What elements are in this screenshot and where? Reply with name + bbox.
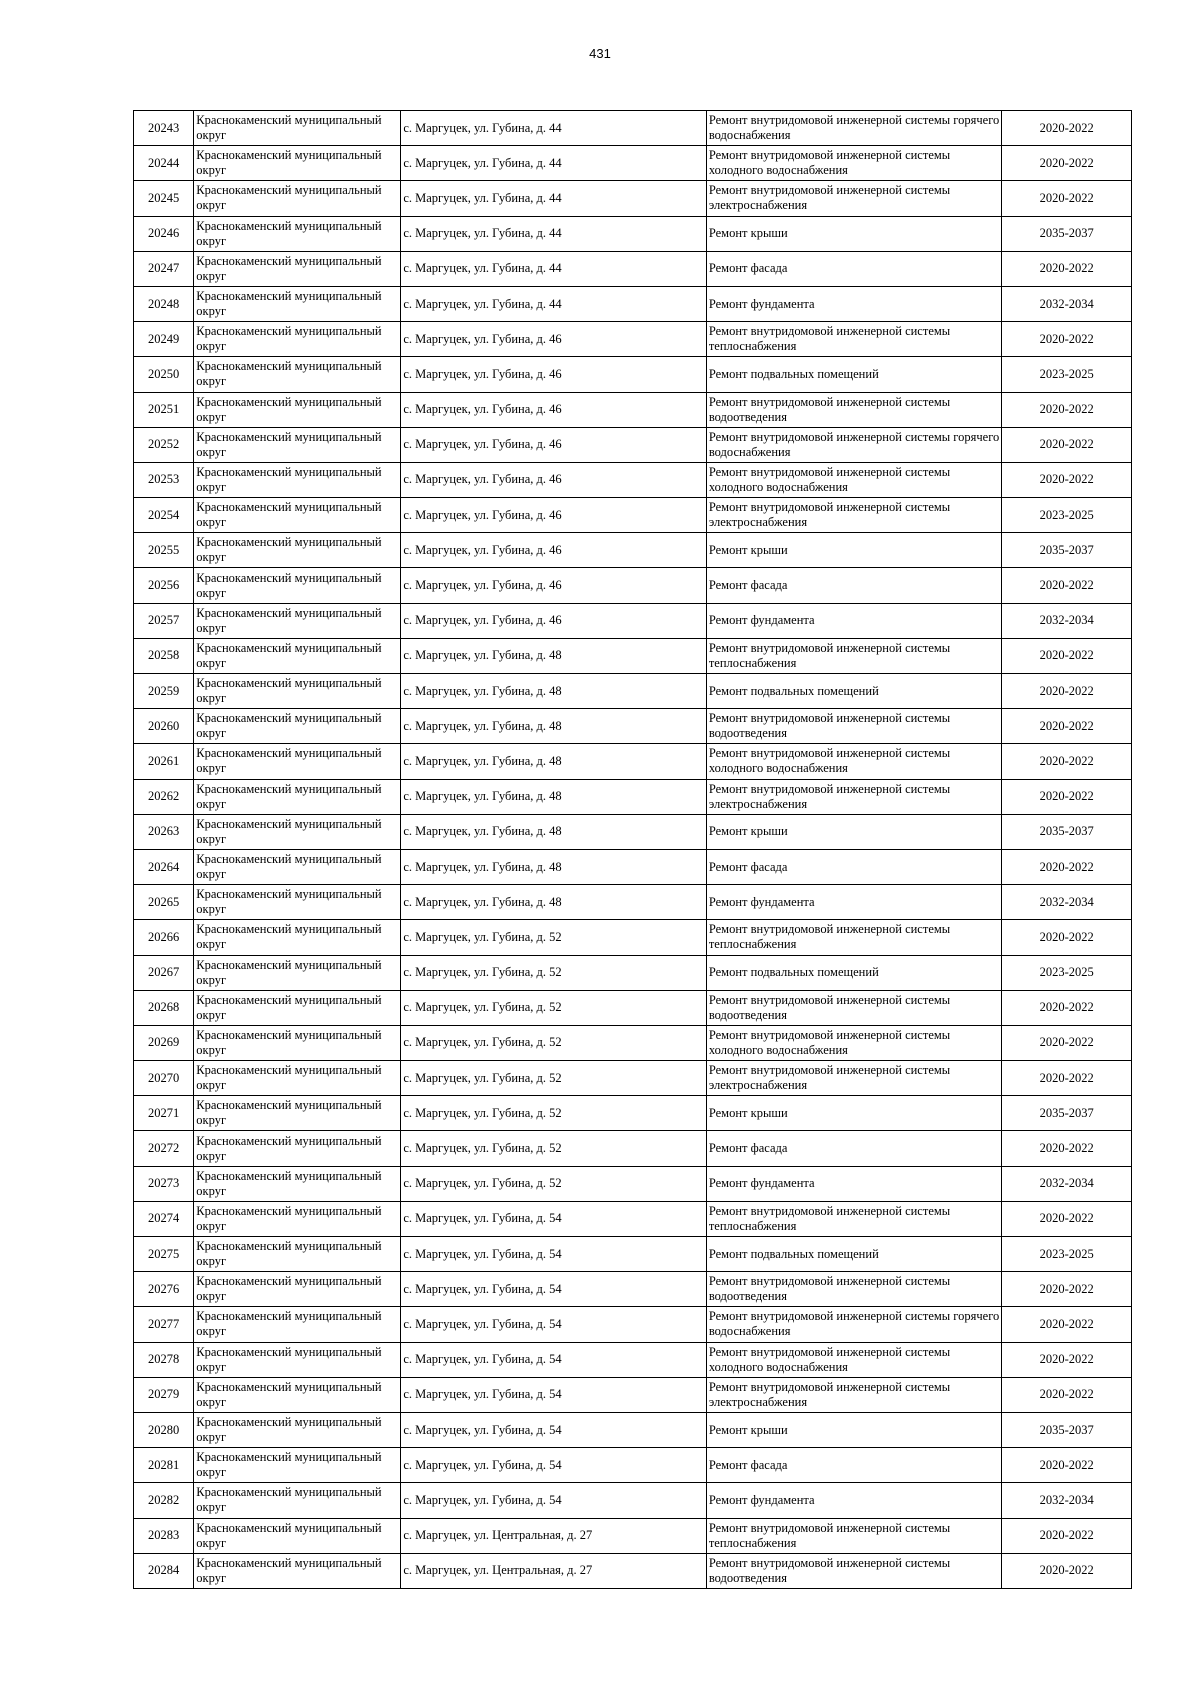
address-cell: с. Маргуцек, ул. Губина, д. 44 [401,251,707,286]
address-cell: с. Маргуцек, ул. Губина, д. 52 [401,1096,707,1131]
district-cell: Краснокаменский муниципальный округ [194,533,401,568]
work-type-cell: Ремонт фундамента [706,603,1001,638]
address-cell: с. Маргуцек, ул. Губина, д. 48 [401,814,707,849]
table-row [134,1553,1132,1588]
address-cell: с. Маргуцек, ул. Губина, д. 46 [401,322,707,357]
table-row [134,709,1132,744]
row-number-cell: 20243 [134,111,194,146]
work-type-cell: Ремонт крыши [706,814,1001,849]
work-type-cell: Ремонт крыши [706,1412,1001,1447]
row-number-cell: 20259 [134,674,194,709]
address-cell: с. Маргуцек, ул. Губина, д. 54 [401,1272,707,1307]
address-cell: с. Маргуцек, ул. Губина, д. 44 [401,286,707,321]
row-number-cell: 20247 [134,251,194,286]
period-cell: 2020-2022 [1002,392,1132,427]
address-cell: с. Маргуцек, ул. Губина, д. 54 [401,1201,707,1236]
address-cell: с. Маргуцек, ул. Губина, д. 48 [401,849,707,884]
table-row [134,322,1132,357]
address-cell: с. Маргуцек, ул. Губина, д. 44 [401,216,707,251]
district-cell: Краснокаменский муниципальный округ [194,955,401,990]
work-type-cell: Ремонт подвальных помещений [706,955,1001,990]
district-cell: Краснокаменский муниципальный округ [194,1448,401,1483]
work-type-cell: Ремонт крыши [706,1096,1001,1131]
repair-program-table [133,110,1132,1589]
period-cell: 2020-2022 [1002,146,1132,181]
district-cell: Краснокаменский муниципальный округ [194,286,401,321]
row-number-cell: 20256 [134,568,194,603]
work-type-cell: Ремонт внутридомовой инженерной системы теплоснабжения [706,1201,1001,1236]
address-cell: с. Маргуцек, ул. Губина, д. 52 [401,955,707,990]
period-cell: 2020-2022 [1002,1025,1132,1060]
row-number-cell: 20248 [134,286,194,321]
table-row [134,779,1132,814]
row-number-cell: 20271 [134,1096,194,1131]
row-number-cell: 20278 [134,1342,194,1377]
table-row [134,181,1132,216]
period-cell: 2020-2022 [1002,849,1132,884]
address-cell: с. Маргуцек, ул. Губина, д. 52 [401,920,707,955]
address-cell: с. Маргуцек, ул. Губина, д. 54 [401,1412,707,1447]
work-type-cell: Ремонт внутридомовой инженерной системы теплоснабжения [706,1518,1001,1553]
table-row [134,1061,1132,1096]
row-number-cell: 20264 [134,849,194,884]
address-cell: с. Маргуцек, ул. Губина, д. 46 [401,357,707,392]
work-type-cell: Ремонт внутридомовой инженерной системы водоотведения [706,709,1001,744]
district-cell: Краснокаменский муниципальный округ [194,1096,401,1131]
row-number-cell: 20274 [134,1201,194,1236]
row-number-cell: 20284 [134,1553,194,1588]
address-cell: с. Маргуцек, ул. Губина, д. 52 [401,1166,707,1201]
period-cell: 2035-2037 [1002,1412,1132,1447]
address-cell: с. Маргуцек, ул. Губина, д. 52 [401,1131,707,1166]
work-type-cell: Ремонт внутридомовой инженерной системы водоотведения [706,1272,1001,1307]
work-type-cell: Ремонт внутридомовой инженерной системы электроснабжения [706,1377,1001,1412]
district-cell: Краснокаменский муниципальный округ [194,146,401,181]
work-type-cell: Ремонт фундамента [706,885,1001,920]
table-row [134,638,1132,673]
work-type-cell: Ремонт внутридомовой инженерной системы холодного водоснабжения [706,1025,1001,1060]
work-type-cell: Ремонт внутридомовой инженерной системы горячего водоснабжения [706,1307,1001,1342]
row-number-cell: 20257 [134,603,194,638]
table-row [134,1448,1132,1483]
district-cell: Краснокаменский муниципальный округ [194,638,401,673]
row-number-cell: 20281 [134,1448,194,1483]
table-row [134,674,1132,709]
row-number-cell: 20280 [134,1412,194,1447]
district-cell: Краснокаменский муниципальный округ [194,251,401,286]
address-cell: с. Маргуцек, ул. Губина, д. 46 [401,462,707,497]
table-row [134,814,1132,849]
period-cell: 2020-2022 [1002,1061,1132,1096]
row-number-cell: 20250 [134,357,194,392]
period-cell: 2020-2022 [1002,744,1132,779]
address-cell: с. Маргуцек, ул. Губина, д. 54 [401,1307,707,1342]
work-type-cell: Ремонт внутридомовой инженерной системы электроснабжения [706,498,1001,533]
table-row [134,251,1132,286]
district-cell: Краснокаменский муниципальный округ [194,849,401,884]
table-row [134,568,1132,603]
district-cell: Краснокаменский муниципальный округ [194,1518,401,1553]
work-type-cell: Ремонт внутридомовой инженерной системы водоотведения [706,1553,1001,1588]
page-number: 431 [589,46,611,61]
address-cell: с. Маргуцек, ул. Губина, д. 52 [401,990,707,1025]
table-row [134,146,1132,181]
work-type-cell: Ремонт крыши [706,216,1001,251]
table-body [134,111,1132,1589]
row-number-cell: 20277 [134,1307,194,1342]
table-row [134,392,1132,427]
period-cell: 2020-2022 [1002,1131,1132,1166]
district-cell: Краснокаменский муниципальный округ [194,1025,401,1060]
district-cell: Краснокаменский муниципальный округ [194,1483,401,1518]
work-type-cell: Ремонт фундамента [706,286,1001,321]
district-cell: Краснокаменский муниципальный округ [194,814,401,849]
table-row [134,1237,1132,1272]
address-cell: с. Маргуцек, ул. Губина, д. 48 [401,674,707,709]
row-number-cell: 20269 [134,1025,194,1060]
period-cell: 2020-2022 [1002,322,1132,357]
row-number-cell: 20244 [134,146,194,181]
table-row [134,1518,1132,1553]
row-number-cell: 20283 [134,1518,194,1553]
district-cell: Краснокаменский муниципальный округ [194,1307,401,1342]
address-cell: с. Маргуцек, ул. Губина, д. 46 [401,427,707,462]
address-cell: с. Маргуцек, ул. Губина, д. 54 [401,1342,707,1377]
work-type-cell: Ремонт фундамента [706,1483,1001,1518]
table-row [134,1412,1132,1447]
work-type-cell: Ремонт внутридомовой инженерной системы теплоснабжения [706,920,1001,955]
work-type-cell: Ремонт внутридомовой инженерной системы теплоснабжения [706,638,1001,673]
row-number-cell: 20253 [134,462,194,497]
row-number-cell: 20246 [134,216,194,251]
work-type-cell: Ремонт подвальных помещений [706,674,1001,709]
address-cell: с. Маргуцек, ул. Центральная, д. 27 [401,1553,707,1588]
district-cell: Краснокаменский муниципальный округ [194,1342,401,1377]
table-row [134,533,1132,568]
period-cell: 2020-2022 [1002,1342,1132,1377]
row-number-cell: 20255 [134,533,194,568]
period-cell: 2035-2037 [1002,216,1132,251]
district-cell: Краснокаменский муниципальный округ [194,357,401,392]
district-cell: Краснокаменский муниципальный округ [194,322,401,357]
address-cell: с. Маргуцек, ул. Губина, д. 54 [401,1377,707,1412]
table-row [134,990,1132,1025]
row-number-cell: 20258 [134,638,194,673]
table-row [134,1096,1132,1131]
table-row [134,286,1132,321]
table-row [134,1025,1132,1060]
row-number-cell: 20261 [134,744,194,779]
address-cell: с. Маргуцек, ул. Губина, д. 44 [401,181,707,216]
table-row [134,1483,1132,1518]
work-type-cell: Ремонт внутридомовой инженерной системы горячего водоснабжения [706,427,1001,462]
period-cell: 2020-2022 [1002,1518,1132,1553]
period-cell: 2020-2022 [1002,251,1132,286]
period-cell: 2023-2025 [1002,357,1132,392]
period-cell: 2032-2034 [1002,286,1132,321]
district-cell: Краснокаменский муниципальный округ [194,603,401,638]
row-number-cell: 20252 [134,427,194,462]
work-type-cell: Ремонт внутридомовой инженерной системы электроснабжения [706,779,1001,814]
address-cell: с. Маргуцек, ул. Губина, д. 44 [401,146,707,181]
table-row [134,955,1132,990]
table-row [134,498,1132,533]
table-row [134,885,1132,920]
table-row [134,920,1132,955]
address-cell: с. Маргуцек, ул. Губина, д. 48 [401,885,707,920]
work-type-cell: Ремонт крыши [706,533,1001,568]
row-number-cell: 20263 [134,814,194,849]
work-type-cell: Ремонт внутридомовой инженерной системы горячего водоснабжения [706,111,1001,146]
row-number-cell: 20251 [134,392,194,427]
table-row [134,1201,1132,1236]
work-type-cell: Ремонт внутридомовой инженерной системы теплоснабжения [706,322,1001,357]
table-row [134,1166,1132,1201]
address-cell: с. Маргуцек, ул. Губина, д. 52 [401,1025,707,1060]
row-number-cell: 20266 [134,920,194,955]
work-type-cell: Ремонт внутридомовой инженерной системы холодного водоснабжения [706,1342,1001,1377]
work-type-cell: Ремонт фасада [706,1448,1001,1483]
district-cell: Краснокаменский муниципальный округ [194,709,401,744]
period-cell: 2020-2022 [1002,427,1132,462]
district-cell: Краснокаменский муниципальный округ [194,744,401,779]
district-cell: Краснокаменский муниципальный округ [194,990,401,1025]
work-type-cell: Ремонт внутридомовой инженерной системы электроснабжения [706,1061,1001,1096]
period-cell: 2032-2034 [1002,1166,1132,1201]
period-cell: 2035-2037 [1002,1096,1132,1131]
table-row [134,1307,1132,1342]
row-number-cell: 20254 [134,498,194,533]
period-cell: 2020-2022 [1002,779,1132,814]
district-cell: Краснокаменский муниципальный округ [194,885,401,920]
table-row [134,1342,1132,1377]
table-row [134,1377,1132,1412]
district-cell: Краснокаменский муниципальный округ [194,674,401,709]
row-number-cell: 20273 [134,1166,194,1201]
period-cell: 2023-2025 [1002,955,1132,990]
table-row [134,603,1132,638]
district-cell: Краснокаменский муниципальный округ [194,1201,401,1236]
period-cell: 2023-2025 [1002,498,1132,533]
address-cell: с. Маргуцек, ул. Губина, д. 52 [401,1061,707,1096]
district-cell: Краснокаменский муниципальный округ [194,462,401,497]
period-cell: 2020-2022 [1002,111,1132,146]
work-type-cell: Ремонт фундамента [706,1166,1001,1201]
table-row [134,462,1132,497]
work-type-cell: Ремонт подвальных помещений [706,357,1001,392]
work-type-cell: Ремонт внутридомовой инженерной системы электроснабжения [706,181,1001,216]
row-number-cell: 20265 [134,885,194,920]
work-type-cell: Ремонт фасада [706,1131,1001,1166]
work-type-cell: Ремонт подвальных помещений [706,1237,1001,1272]
work-type-cell: Ремонт внутридомовой инженерной системы водоотведения [706,990,1001,1025]
row-number-cell: 20272 [134,1131,194,1166]
period-cell: 2032-2034 [1002,885,1132,920]
period-cell: 2020-2022 [1002,1553,1132,1588]
period-cell: 2032-2034 [1002,603,1132,638]
work-type-cell: Ремонт фасада [706,568,1001,603]
address-cell: с. Маргуцек, ул. Губина, д. 46 [401,533,707,568]
period-cell: 2020-2022 [1002,462,1132,497]
address-cell: с. Маргуцек, ул. Губина, д. 54 [401,1237,707,1272]
period-cell: 2020-2022 [1002,709,1132,744]
row-number-cell: 20262 [134,779,194,814]
work-type-cell: Ремонт внутридомовой инженерной системы холодного водоснабжения [706,462,1001,497]
district-cell: Краснокаменский муниципальный округ [194,1237,401,1272]
district-cell: Краснокаменский муниципальный округ [194,111,401,146]
district-cell: Краснокаменский муниципальный округ [194,1166,401,1201]
period-cell: 2020-2022 [1002,181,1132,216]
work-type-cell: Ремонт фасада [706,849,1001,884]
address-cell: с. Маргуцек, ул. Губина, д. 46 [401,498,707,533]
row-number-cell: 20249 [134,322,194,357]
address-cell: с. Маргуцек, ул. Губина, д. 46 [401,568,707,603]
table-row [134,1272,1132,1307]
period-cell: 2020-2022 [1002,1307,1132,1342]
address-cell: с. Маргуцек, ул. Губина, д. 48 [401,779,707,814]
district-cell: Краснокаменский муниципальный округ [194,1061,401,1096]
district-cell: Краснокаменский муниципальный округ [194,427,401,462]
table-row [134,849,1132,884]
address-cell: с. Маргуцек, ул. Губина, д. 48 [401,709,707,744]
row-number-cell: 20279 [134,1377,194,1412]
table-row [134,111,1132,146]
address-cell: с. Маргуцек, ул. Губина, д. 54 [401,1448,707,1483]
period-cell: 2020-2022 [1002,1377,1132,1412]
row-number-cell: 20270 [134,1061,194,1096]
table-row [134,1131,1132,1166]
work-type-cell: Ремонт внутридомовой инженерной системы холодного водоснабжения [706,146,1001,181]
table-row [134,427,1132,462]
district-cell: Краснокаменский муниципальный округ [194,1553,401,1588]
period-cell: 2020-2022 [1002,990,1132,1025]
period-cell: 2023-2025 [1002,1237,1132,1272]
district-cell: Краснокаменский муниципальный округ [194,392,401,427]
district-cell: Краснокаменский муниципальный округ [194,498,401,533]
row-number-cell: 20275 [134,1237,194,1272]
district-cell: Краснокаменский муниципальный округ [194,779,401,814]
table-row [134,357,1132,392]
work-type-cell: Ремонт внутридомовой инженерной системы холодного водоснабжения [706,744,1001,779]
address-cell: с. Маргуцек, ул. Губина, д. 44 [401,111,707,146]
period-cell: 2020-2022 [1002,1448,1132,1483]
row-number-cell: 20260 [134,709,194,744]
address-cell: с. Маргуцек, ул. Центральная, д. 27 [401,1518,707,1553]
period-cell: 2035-2037 [1002,533,1132,568]
period-cell: 2020-2022 [1002,674,1132,709]
work-type-cell: Ремонт внутридомовой инженерной системы водоотведения [706,392,1001,427]
district-cell: Краснокаменский муниципальный округ [194,1131,401,1166]
row-number-cell: 20268 [134,990,194,1025]
period-cell: 2020-2022 [1002,568,1132,603]
row-number-cell: 20245 [134,181,194,216]
row-number-cell: 20267 [134,955,194,990]
district-cell: Краснокаменский муниципальный округ [194,920,401,955]
period-cell: 2020-2022 [1002,920,1132,955]
address-cell: с. Маргуцек, ул. Губина, д. 46 [401,603,707,638]
district-cell: Краснокаменский муниципальный округ [194,568,401,603]
district-cell: Краснокаменский муниципальный округ [194,1377,401,1412]
table-row [134,216,1132,251]
period-cell: 2032-2034 [1002,1483,1132,1518]
district-cell: Краснокаменский муниципальный округ [194,1412,401,1447]
work-type-cell: Ремонт фасада [706,251,1001,286]
row-number-cell: 20276 [134,1272,194,1307]
period-cell: 2035-2037 [1002,814,1132,849]
period-cell: 2020-2022 [1002,1201,1132,1236]
row-number-cell: 20282 [134,1483,194,1518]
address-cell: с. Маргуцек, ул. Губина, д. 48 [401,638,707,673]
address-cell: с. Маргуцек, ул. Губина, д. 48 [401,744,707,779]
address-cell: с. Маргуцек, ул. Губина, д. 54 [401,1483,707,1518]
district-cell: Краснокаменский муниципальный округ [194,216,401,251]
period-cell: 2020-2022 [1002,638,1132,673]
period-cell: 2020-2022 [1002,1272,1132,1307]
address-cell: с. Маргуцек, ул. Губина, д. 46 [401,392,707,427]
district-cell: Краснокаменский муниципальный округ [194,181,401,216]
table-row [134,744,1132,779]
district-cell: Краснокаменский муниципальный округ [194,1272,401,1307]
